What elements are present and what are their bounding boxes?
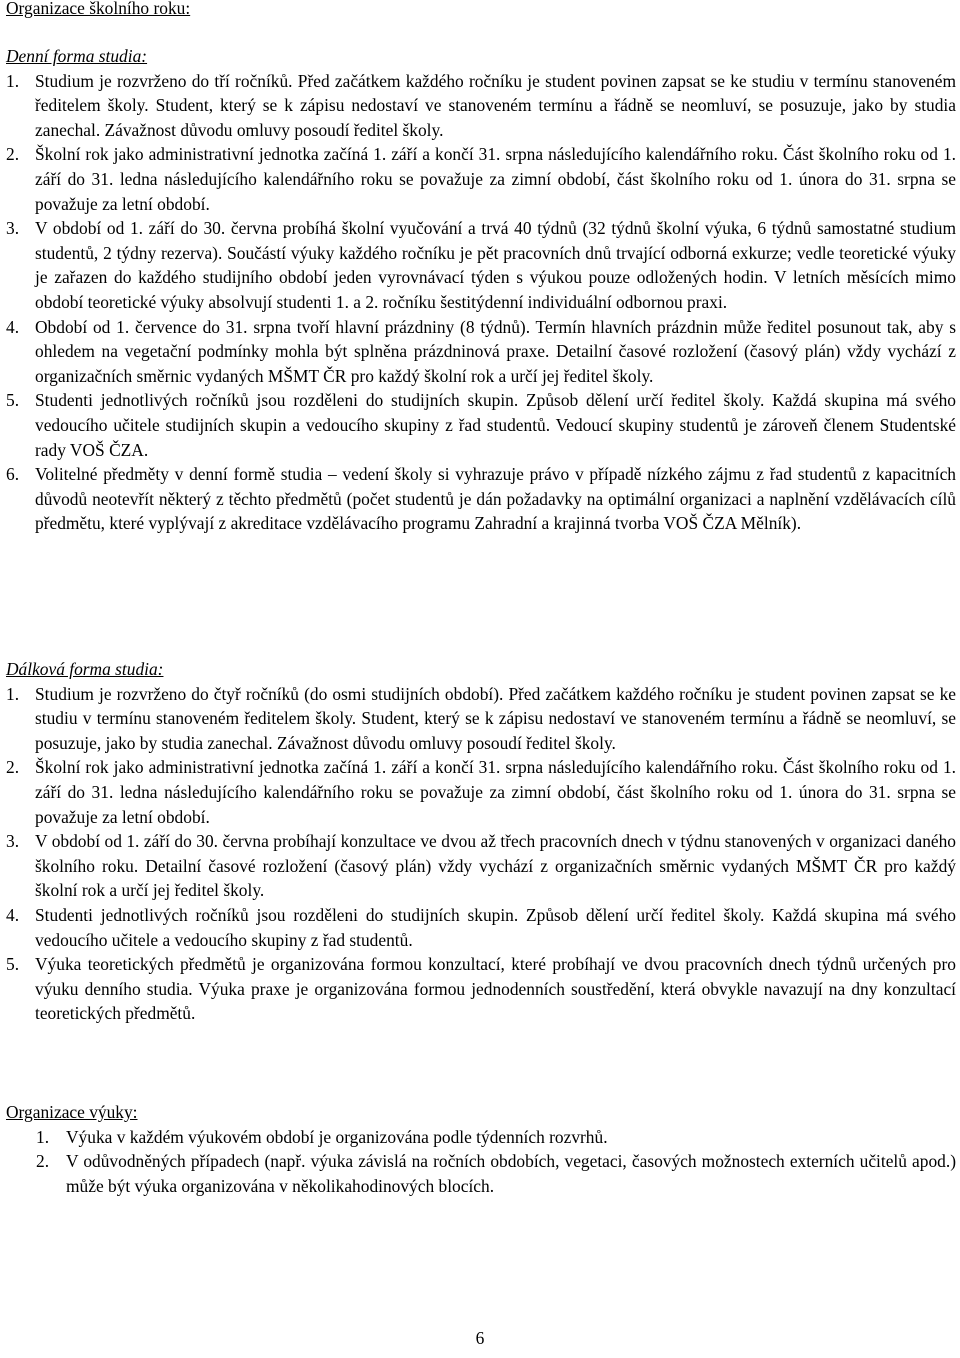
- item-text: Školní rok jako administrativní jednotka začíná 1. září a končí 31. srpna následujícího kalendářního roku. Část školního roku od 1. září do 31. ledna následujícího kalendářního roku se považuje za zimní období, část školního roku od 1. února do 31. srpna se považuje za letní období.: [35, 757, 956, 827]
- item-number: 6.: [6, 464, 20, 485]
- item-text: Období od 1. července do 31. srpna tvoří hlavní prázdniny (8 týdnů). Termín hlavních prázdnin může ředitel posunout tak, aby s ohledem na vegetační podmínky mohla být splněna prázdninová praxe. Detailní časové rozložení (časový plán) vždy vychází z organizačních směrnic vydaných MŠMT ČR pro každý školní rok a určí jej ředitel školy.: [35, 316, 956, 386]
- item-text: V období od 1. září do 30. června probíhá školní vyučování a trvá 40 týdnů (32 týdnů školní výuka, 6 týdnů samostatné studium studentů, 2 týdny rezerva). Součástí výuky každého ročníku je pět pracovních dnů trvající odborná exkurze; vedle teoretické výuky je zařazen do každého studijního období jeden vyrovnávací týden s výukou pouze odložených hodin. V letních měsících mimo období teoretické výuky absolvují studenti 1. a 2. ročníku šestitýdenní individuální odbornou praxi.: [35, 218, 956, 312]
- page-number: 6: [475, 1328, 485, 1348]
- list-item: [6, 952, 956, 1026]
- section-heading-organizace-vyuky: Organizace výuky:: [6, 1102, 138, 1122]
- item-text: Volitelné předměty v denní formě studia – vedení školy si vyhrazuje právo v případě nízkého zájmu z řad studentů z kapacitních důvodů neotevřít některý z těchto předmětů (počet studentů je dán požadavky na optimální organizaci a naplnění vzdělávacích cílů předmětu, které vyplývají z akreditace vzdělávacího programu Zahradní a krajinná tvorba VOŠ ČZA Mělník).: [35, 464, 956, 534]
- section-heading-denni: Denní forma studia:: [6, 46, 148, 66]
- list-organizace-vyuky: [6, 1125, 956, 1199]
- page-title: Organizace školního roku:: [6, 0, 191, 18]
- item-text: Výuka v každém výukovém období je organizována podle týdenních rozvrhů.: [66, 1126, 608, 1147]
- item-number: 2.: [36, 1151, 50, 1172]
- item-number: 4.: [6, 904, 20, 925]
- item-number: 4.: [6, 316, 20, 337]
- item-text: Studenti jednotlivých ročníků jsou rozděleni do studijních skupin. Způsob dělení určí ředitel školy. Každá skupina má svého vedoucího učitele studijních skupin a vedoucího skupiny z řad studentů. Vedoucí skupiny studentů je zároveň členem Studentské rady VOŠ ČZA.: [35, 390, 956, 460]
- section-organizace-vyuky: [6, 1100, 956, 1198]
- list-item: [6, 682, 956, 756]
- list-item: [6, 1125, 956, 1150]
- item-number: 1.: [36, 1126, 50, 1147]
- list-item: [6, 69, 956, 143]
- item-text: V odůvodněných případech (např. výuka závislá na ročních obdobích, vegetaci, časových možnostech externích učitelů apod.) může být výuka organizována v několikahodinových blocích.: [66, 1151, 956, 1196]
- item-number: 2.: [6, 144, 20, 165]
- item-text: Studium je rozvrženo do tří ročníků. Před začátkem každého ročníku je student povinen zapsat se ke studiu v termínu stanoveném ředitelem školy. Student, který se k zápisu nedostaví ve stanoveném termínu a řádně se neomluví, se posuzuje, jako by studia zanechal. Závažnost důvodu omluvy posoudí ředitel školy.: [35, 70, 956, 140]
- list-item: [6, 388, 956, 462]
- item-text: Studium je rozvrženo do čtyř ročníků (do osmi studijních období). Před začátkem každého ročníku je student povinen zapsat se ke studiu v termínu stanoveném ředitelem školy. Student, který se k zápisu nedostaví ve stanoveném termínu a řádně se neomluví, se posuzuje, jako by studia zanechal. Závažnost důvodu omluvy posoudí ředitel školy.: [35, 683, 956, 753]
- list-denni: [6, 69, 956, 536]
- item-text: Výuka teoretických předmětů je organizována formou konzultací, které probíhají ve dvou pracovních dnech týdnů určených pro výuku denního studia. Výuka praxe je organizována formou jednodenních soustředění, která obvykle navazují na dny konzultací teoretických předmětů.: [35, 954, 956, 1024]
- list-item: [6, 315, 956, 389]
- list-dalkova: [6, 682, 956, 1026]
- item-number: 5.: [6, 390, 20, 411]
- item-number: 2.: [6, 757, 20, 778]
- item-text: Studenti jednotlivých ročníků jsou rozděleni do studijních skupin. Způsob dělení určí ředitel školy. Každá skupina má svého vedoucího učitele a vedoucího skupiny z řad studentů.: [35, 904, 956, 950]
- list-item: [6, 1149, 956, 1198]
- list-item: [6, 829, 956, 903]
- section-denni-forma: [6, 44, 956, 536]
- list-item: [6, 755, 956, 829]
- section-heading-dalkova: Dálková forma studia:: [6, 659, 164, 679]
- item-number: 1.: [6, 70, 20, 91]
- list-item: [6, 462, 956, 536]
- list-item: [6, 216, 956, 314]
- item-number: 3.: [6, 218, 20, 239]
- item-text: V období od 1. září do 30. června probíhají konzultace ve dvou až třech pracovních dnech v týdnu stanovených v organizaci daného školního roku. Detailní časové rozložení (časový plán) vždy vychází z organizačních směrnic vydaných MŠMT ČR pro každý školní rok a určí jej ředitel školy.: [35, 831, 956, 901]
- item-text: Školní rok jako administrativní jednotka začíná 1. září a končí 31. srpna následujícího kalendářního roku. Část školního roku od 1. září do 31. ledna následujícího kalendářního roku se považuje za zimní období, část školního roku od 1. února do 31. srpna se považuje za letní období.: [35, 144, 956, 214]
- item-number: 1.: [6, 683, 20, 704]
- section-dalkova-forma: [6, 657, 956, 1026]
- list-item: [6, 142, 956, 216]
- item-number: 5.: [6, 954, 20, 975]
- list-item: [6, 903, 956, 952]
- item-number: 3.: [6, 831, 20, 852]
